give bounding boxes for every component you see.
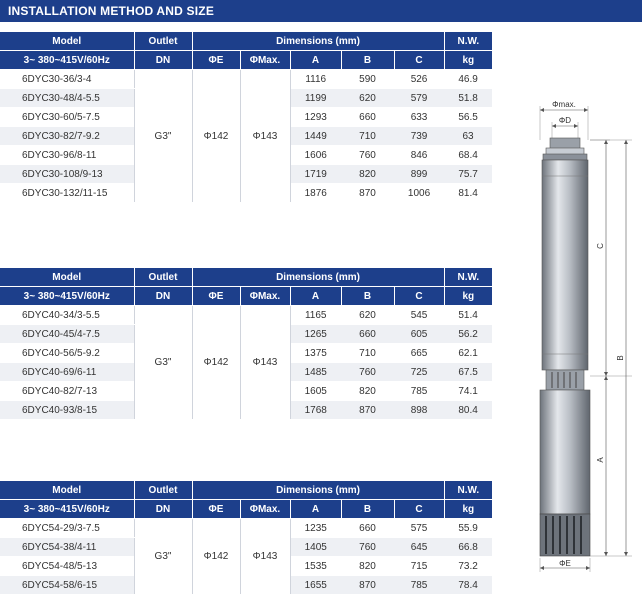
c-cell: 605	[394, 325, 444, 344]
header-b: B	[341, 287, 394, 306]
a-cell: 1165	[290, 306, 341, 325]
phi-d-label: ΦD	[558, 116, 572, 125]
model-cell: 6DYC54-48/5-13	[0, 557, 134, 576]
c-cell: 898	[394, 401, 444, 420]
kg-cell: 55.9	[444, 519, 492, 538]
model-cell: 6DYC54-29/3-7.5	[0, 519, 134, 538]
b-cell: 660	[341, 325, 394, 344]
b-cell: 660	[341, 519, 394, 538]
header-dimensions: Dimensions (mm)	[192, 268, 444, 287]
header-phi-max: ΦMax.	[240, 287, 290, 306]
a-cell: 1606	[290, 146, 341, 165]
header-phi-max: ΦMax.	[240, 500, 290, 519]
header-outlet: Outlet	[134, 481, 192, 500]
header-model: Model	[0, 268, 134, 287]
header-b: B	[341, 500, 394, 519]
kg-cell: 78.4	[444, 576, 492, 595]
model-cell: 6DYC30-36/3-4	[0, 70, 134, 89]
b-cell: 760	[341, 146, 394, 165]
header-outlet: Outlet	[134, 32, 192, 51]
model-cell: 6DYC40-34/3-5.5	[0, 306, 134, 325]
b-cell: 710	[341, 127, 394, 146]
header-a: A	[290, 500, 341, 519]
header-outlet: Outlet	[134, 268, 192, 287]
header-nw: N.W.	[444, 32, 492, 51]
table-row	[0, 70, 492, 89]
kg-cell: 66.8	[444, 538, 492, 557]
kg-cell: 68.4	[444, 146, 492, 165]
spec-table	[0, 268, 492, 420]
a-cell: 1655	[290, 576, 341, 595]
header-kg: kg	[444, 287, 492, 306]
header-c: C	[394, 51, 444, 70]
phi-max-cell: Φ143	[240, 70, 290, 203]
table-subheader-row	[0, 500, 492, 519]
phi-e-cell: Φ142	[192, 70, 240, 203]
kg-cell: 67.5	[444, 363, 492, 382]
pump-motor	[540, 390, 590, 514]
header-b: B	[341, 51, 394, 70]
table-row	[0, 519, 492, 538]
a-cell: 1768	[290, 401, 341, 420]
header-nw: N.W.	[444, 481, 492, 500]
header-kg: kg	[444, 51, 492, 70]
model-cell: 6DYC54-58/6-15	[0, 576, 134, 595]
b-cell: 870	[341, 401, 394, 420]
spec-table	[0, 32, 492, 203]
header-phi-e: ΦE	[192, 500, 240, 519]
section-title: INSTALLATION METHOD AND SIZE	[8, 4, 215, 18]
c-cell: 665	[394, 344, 444, 363]
kg-cell: 51.8	[444, 89, 492, 108]
b-cell: 870	[341, 184, 394, 203]
table-header-row	[0, 481, 492, 500]
kg-cell: 73.2	[444, 557, 492, 576]
b-cell: 760	[341, 363, 394, 382]
header-model: Model	[0, 32, 134, 51]
pump-drawing	[510, 96, 642, 576]
table-header-row	[0, 268, 492, 287]
c-cell: 633	[394, 108, 444, 127]
kg-cell: 81.4	[444, 184, 492, 203]
outlet-cell: G3"	[134, 306, 192, 420]
header-model: Model	[0, 481, 134, 500]
b-cell: 590	[341, 70, 394, 89]
phi-max-label: Φmax.	[552, 100, 576, 109]
c-cell: 739	[394, 127, 444, 146]
model-cell: 6DYC40-82/7-13	[0, 382, 134, 401]
model-cell: 6DYC30-82/7-9.2	[0, 127, 134, 146]
a-cell: 1605	[290, 382, 341, 401]
c-label: C	[596, 243, 605, 249]
header-dn: DN	[134, 287, 192, 306]
header-power: 3~ 380~415V/60Hz	[0, 500, 134, 519]
c-cell: 715	[394, 557, 444, 576]
outlet-cell: G3"	[134, 519, 192, 595]
b-cell: 620	[341, 306, 394, 325]
c-cell: 1006	[394, 184, 444, 203]
header-dn: DN	[134, 500, 192, 519]
a-cell: 1265	[290, 325, 341, 344]
model-cell: 6DYC30-96/8-11	[0, 146, 134, 165]
header-c: C	[394, 287, 444, 306]
header-phi-max: ΦMax.	[240, 51, 290, 70]
a-cell: 1449	[290, 127, 341, 146]
outlet-cell: G3"	[134, 70, 192, 203]
a-cell: 1876	[290, 184, 341, 203]
c-cell: 645	[394, 538, 444, 557]
header-dimensions: Dimensions (mm)	[192, 32, 444, 51]
a-cell: 1375	[290, 344, 341, 363]
spec-table	[0, 481, 492, 595]
b-cell: 710	[341, 344, 394, 363]
header-dn: DN	[134, 51, 192, 70]
section-banner	[0, 0, 642, 22]
phi-e-cell: Φ142	[192, 306, 240, 420]
phi-e-label: ΦE	[559, 559, 571, 568]
table-row	[0, 306, 492, 325]
model-cell: 6DYC30-60/5-7.5	[0, 108, 134, 127]
pump-body	[542, 160, 588, 370]
b-cell: 820	[341, 165, 394, 184]
c-cell: 526	[394, 70, 444, 89]
a-cell: 1235	[290, 519, 341, 538]
header-nw: N.W.	[444, 268, 492, 287]
b-cell: 760	[341, 538, 394, 557]
header-c: C	[394, 500, 444, 519]
kg-cell: 63	[444, 127, 492, 146]
a-cell: 1199	[290, 89, 341, 108]
c-cell: 579	[394, 89, 444, 108]
header-power: 3~ 380~415V/60Hz	[0, 287, 134, 306]
b-cell: 820	[341, 557, 394, 576]
a-cell: 1293	[290, 108, 341, 127]
a-cell: 1485	[290, 363, 341, 382]
c-cell: 785	[394, 382, 444, 401]
c-cell: 725	[394, 363, 444, 382]
kg-cell: 56.5	[444, 108, 492, 127]
header-phi-e: ΦE	[192, 51, 240, 70]
a-label: A	[596, 457, 605, 463]
phi-max-cell: Φ143	[240, 306, 290, 420]
table-subheader-row	[0, 51, 492, 70]
header-dimensions: Dimensions (mm)	[192, 481, 444, 500]
header-kg: kg	[444, 500, 492, 519]
header-power: 3~ 380~415V/60Hz	[0, 51, 134, 70]
header-phi-e: ΦE	[192, 287, 240, 306]
model-cell: 6DYC30-48/4-5.5	[0, 89, 134, 108]
kg-cell: 62.1	[444, 344, 492, 363]
b-cell: 870	[341, 576, 394, 595]
kg-cell: 51.4	[444, 306, 492, 325]
b-cell: 820	[341, 382, 394, 401]
header-a: A	[290, 51, 341, 70]
table-subheader-row	[0, 287, 492, 306]
c-cell: 899	[394, 165, 444, 184]
a-cell: 1405	[290, 538, 341, 557]
c-cell: 545	[394, 306, 444, 325]
model-cell: 6DYC30-132/11-15	[0, 184, 134, 203]
kg-cell: 75.7	[444, 165, 492, 184]
model-cell: 6DYC40-69/6-11	[0, 363, 134, 382]
a-cell: 1535	[290, 557, 341, 576]
table-header-row	[0, 32, 492, 51]
model-cell: 6DYC40-45/4-7.5	[0, 325, 134, 344]
c-cell: 846	[394, 146, 444, 165]
kg-cell: 74.1	[444, 382, 492, 401]
b-cell: 660	[341, 108, 394, 127]
a-cell: 1116	[290, 70, 341, 89]
a-cell: 1719	[290, 165, 341, 184]
kg-cell: 80.4	[444, 401, 492, 420]
b-label: B	[616, 355, 625, 361]
model-cell: 6DYC54-38/4-11	[0, 538, 134, 557]
c-cell: 575	[394, 519, 444, 538]
phi-e-cell: Φ142	[192, 519, 240, 595]
kg-cell: 56.2	[444, 325, 492, 344]
b-cell: 620	[341, 89, 394, 108]
c-cell: 785	[394, 576, 444, 595]
phi-max-cell: Φ143	[240, 519, 290, 595]
pump-base	[540, 514, 590, 556]
kg-cell: 46.9	[444, 70, 492, 89]
model-cell: 6DYC40-93/8-15	[0, 401, 134, 420]
header-a: A	[290, 287, 341, 306]
model-cell: 6DYC30-108/9-13	[0, 165, 134, 184]
model-cell: 6DYC40-56/5-9.2	[0, 344, 134, 363]
